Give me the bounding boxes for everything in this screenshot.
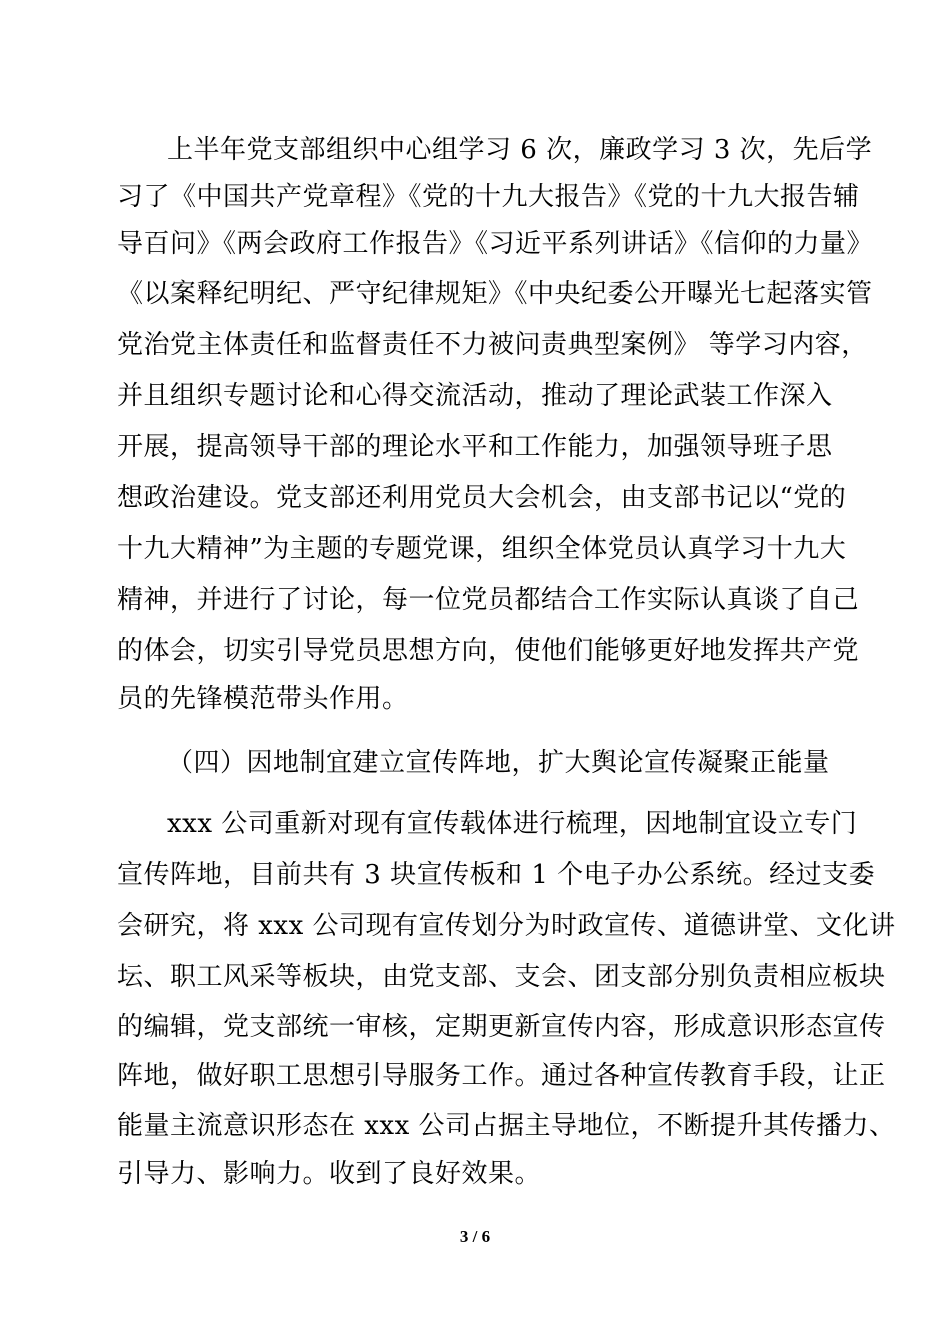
- paragraph-2-line-2: 宣传阵地，目前共有 3 块宣传板和 1 个电子办公系统。经过支委: [117, 860, 876, 890]
- paragraph-1-line-1: 上半年党支部组织中心组学习 6 次，廉政学习 3 次，先后学: [167, 135, 873, 165]
- paragraph-1-line-7: 开展，提高领导干部的理论水平和工作能力，加强领导班子思: [117, 432, 833, 462]
- paragraph-1-line-11: 的体会，切实引导党员思想方向，使他们能够更好地发挥共产党: [117, 636, 860, 666]
- paragraph-1-line-12: 员的先锋模范带头作用。: [117, 684, 409, 714]
- paragraph-1-line-2: 习了《中国共产党章程》《党的十九大报告》《党的十九大报告辅: [117, 182, 860, 212]
- paragraph-2-line-5: 的编辑，党支部统一审核，定期更新宣传内容，形成意识形态宣传: [117, 1012, 886, 1042]
- paragraph-1-line-4: 《以案释纪明纪、严守纪律规矩》《中央纪委公开曝光七起落实管: [117, 279, 873, 309]
- paragraph-1-line-6: 并且组织专题讨论和心得交流活动，推动了理论武装工作深入: [117, 381, 833, 411]
- paragraph-1-line-5: 党治党主体责任和监督责任不力被问责典型案例》 等学习内容，: [117, 330, 868, 360]
- paragraph-2-line-3: 会研究，将 xxx 公司现有宣传划分为时政宣传、道德讲堂、文化讲: [117, 911, 896, 941]
- section-heading: （四）因地制宜建立宣传阵地，扩大舆论宣传凝聚正能量: [167, 748, 830, 778]
- paragraph-2-line-4: 坛、职工风采等板块，由党支部、支会、团支部分别负责相应板块: [117, 962, 886, 992]
- paragraph-1-line-9: 十九大精神”为主题的专题党课，组织全体党员认真学习十九大: [117, 534, 847, 564]
- paragraph-2-line-1: xxx 公司重新对现有宣传载体进行梳理，因地制宜设立专门: [167, 809, 858, 839]
- paragraph-1-line-10: 精神，并进行了讨论，每一位党员都结合工作实际认真谈了自己: [117, 585, 860, 615]
- paragraph-1-line-8: 想政治建设。党支部还利用党员大会机会，由支部书记以“党的: [117, 483, 847, 513]
- page-number: 3 / 6: [459, 1227, 491, 1246]
- paragraph-2-line-6: 阵地，做好职工思想引导服务工作。通过各种宣传教育手段，让正: [117, 1061, 886, 1091]
- paragraph-2-line-7: 能量主流意识形态在 xxx 公司占据主导地位，不断提升其传播力、: [117, 1111, 896, 1141]
- paragraph-2-line-8: 引导力、影响力。收到了良好效果。: [117, 1159, 542, 1189]
- paragraph-1-line-3: 导百问》《两会政府工作报告》《习近平系列讲话》《信仰的力量》: [117, 229, 874, 259]
